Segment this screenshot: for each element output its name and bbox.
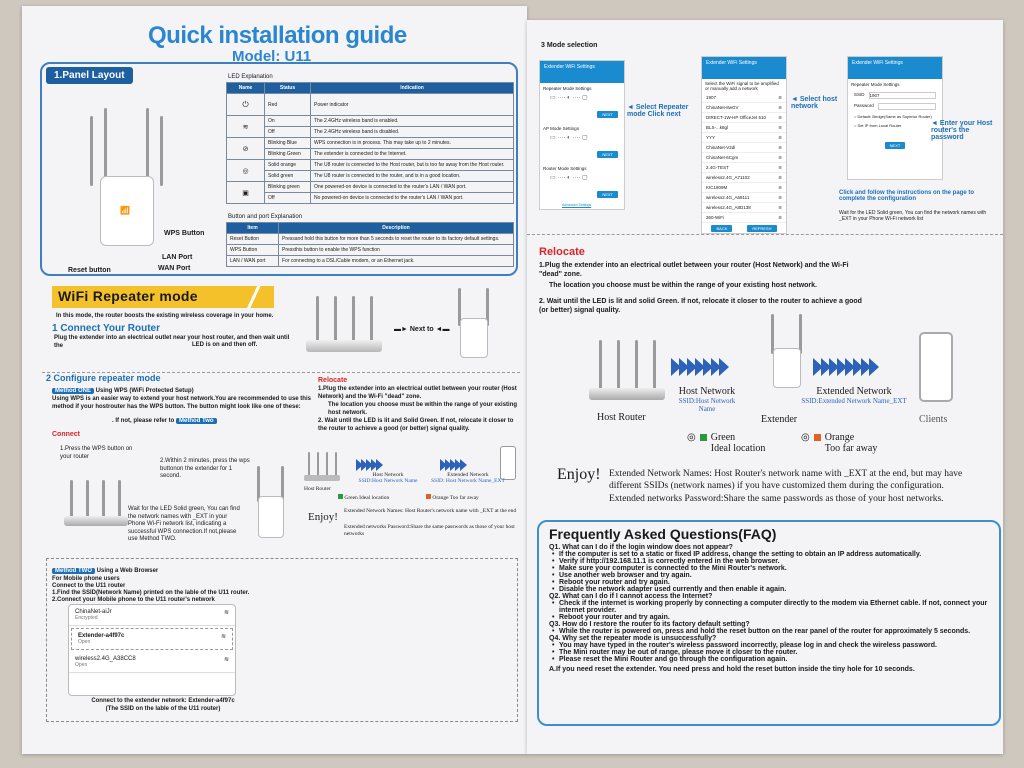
faq-answer-item: • Use another web browser and try again. [549,572,989,579]
network-name: 360-WiFi [706,215,725,220]
configure-heading: 2 Configure repeater mode [46,373,161,383]
method-two-footer [78,698,248,713]
wifi-icon: ≋ [778,114,782,120]
wan-port-label: WAN Port [158,265,191,272]
green-legend [687,432,765,454]
advanced-settings-link[interactable]: Advanced Settings [562,203,592,207]
wifi-icon: 📶 [120,206,130,215]
reset-button-label: Reset button [68,267,111,274]
signal-icon: ◎ [227,160,265,182]
relocate-step1b: The location you choose must be within the range of your existing host network. [549,282,817,289]
local-ip-option-text: Set IP from Local Router [857,123,902,128]
repeater-mode-option[interactable]: Repeater Mode Settings [543,86,592,91]
led-status: Off [265,127,311,138]
wifi-icon: ≋ [227,116,265,138]
method-two-line2: Connect to the U11 router [52,583,126,589]
click-next-instruction: Click and follow the instructions on the page to complete the configuration [839,190,975,202]
wps-icon: ⊘ [227,138,265,160]
router-illustration [64,480,128,530]
method-one-title: Using WPS (WiFi Protected Setup) [95,388,194,394]
extended-ssid-text: SSID:Extended Network Name_EXT [801,397,907,405]
network-name: wireless2.4G_A8D138 [706,205,751,210]
orange-text2: Too far away [824,443,878,454]
button-item: LAN / WAN port [227,256,279,267]
faq-answer-item: • Please reset the Mini Router and go through the configuration again. [549,656,989,663]
faq-answer-item: • Verify if http://192.168.11.1 is correctly entered in the web browser. [549,558,989,565]
step1-text: 1.Press the WPS button on your router [60,446,133,460]
faq-answer-item: • Make sure your computer is connected to the Mini Router's network. [549,565,989,572]
method-one-text: Using WPS is an easier way to extend your host network.You are recommended to use this method if your hostrouter has the WPS button. The button might look like one of these: [52,396,311,410]
next-to-label: ▬► Next to ◄▬ [394,326,450,333]
orange-swatch [814,434,821,441]
led-indication: The U8 router is connected to the router, and is in a good location. [311,171,514,182]
ssid-field[interactable]: 1907 [869,92,936,99]
wifi-network-name: ChinaNet-aiJr [75,609,112,615]
host-ssid-text: SSID:Host Network Name [678,397,736,413]
button-desc: Pressand hold this button for more than 5 seconds to reset the router to its factory default settings. [279,234,514,245]
mode-diagram-icon: ▭ ···· ◐ ···· ▢ [550,135,588,141]
next-button[interactable]: NEXT [885,142,906,149]
method-two-line4: 2.Connect your Mobile phone to the U11 router's network [52,597,215,603]
led-status: Blinking green [265,182,311,193]
faq-answer-item: • Reboot your router and try again. [549,579,989,586]
left-page [22,6,527,754]
green-text: Green [710,432,736,443]
led-status: Off [265,193,311,204]
network-prompt: Select the WiFi signal to be amplified or manually add a network [705,81,779,91]
connect-router-heading: 1 Connect Your Router [52,323,160,334]
led-indication: The 2.4GHz wireless band is disabled. [311,127,514,138]
button-col-description: Description [279,223,514,234]
method-two-badge: Method TWO [52,568,95,574]
network-list-item[interactable] [702,113,786,123]
wifi-icon: ≋ [778,134,782,140]
signal-icon: ◎ [801,432,810,443]
network-name: ChinaNet-8wGV [706,105,739,110]
select-host-callout-text: Select host network [791,96,838,110]
ap-mode-option[interactable]: AP Mode Settings [543,126,579,131]
network-list-panel [701,56,787,234]
orange-text: Orange [824,432,855,443]
repeater-intro: In this mode, the router boosts the existing wireless coverage in your home. [56,313,274,319]
faq-answer-item: • Check if the internet is working properly by connecting a computer directly to the modem via Ethernet cable. If not, connect your internet provider. [549,600,989,614]
led-status: Red [265,94,311,116]
method-two-footer-text2: (The SSID on the lable of the U11 router) [105,705,221,712]
button-item: WPS Button [227,245,279,256]
ext-network-label [428,472,508,484]
panel-header-text: Extender WiFi Settings [544,64,595,70]
network-list-item[interactable] [702,183,786,193]
right-page [527,20,1003,754]
led-indication: The extender is connected to the Internet. [311,149,514,160]
relocate-text-1b: The location you choose must be within the range of your existing host network. [328,402,518,416]
method-one-line [52,388,194,396]
network-list-item[interactable] [702,173,786,183]
led-col-status: Status [265,83,311,94]
extended-network-label [799,386,909,405]
host-ssid-text: SSID:Host Network Name [358,478,418,484]
faq-reset: A.If you need reset the extender. You need press and hold the reset button inside the tiny hole for 10 seconds. [549,666,915,673]
network-list-item[interactable] [702,213,786,223]
password-field[interactable] [878,103,936,110]
ext-network-text: Extended Network [447,472,489,478]
faq-answer-item: • Disable the network adapter used currently and then enable it again. [549,586,989,593]
network-list-item[interactable] [702,153,786,163]
led-indication: WPS connection is in process. This may take up to 2 minutes. [311,138,514,149]
wifi-network-state: Open [78,639,91,645]
orange-legend-text: Orange Too far away [432,495,479,501]
wait-led-instruction: Wait for the LED Solid green, You can find the network names with _EXT in your Phone Wi-Fi network list [839,210,987,222]
signal-icon: ◎ [687,432,696,443]
router-mode-option[interactable]: Router Mode Settings [543,166,587,171]
connect-label: Connect [52,431,80,438]
network-name: ChinaNet-V2di [706,145,736,150]
network-name: ChinaNet-6Cgm [706,155,739,160]
network-name: 2.4G-TEST [706,165,729,170]
network-list-item[interactable] [702,163,786,173]
panel-header [848,57,942,79]
network-list-item[interactable] [702,123,786,133]
bridge-option-text: Default: Bridge(Same as Superior Router) [857,114,932,119]
enter-password-callout: ◄ Enter your Host router's the password [931,120,993,141]
ethernet-icon: ▣ [227,182,265,204]
password-label: Password [854,103,874,108]
clients-label: Clients [919,414,948,425]
guide-title: Quick installation guide [148,22,407,49]
led-col-indication: Indication [311,83,514,94]
chevron-arrows [671,358,727,381]
wifi-icon: ≋ [778,104,782,110]
host-network-label [356,472,420,484]
host-network-label [671,386,743,413]
next-to-text: Next to [409,326,434,333]
wps-button-label: WPS Button [164,230,205,237]
network-name: 1907 [706,95,717,100]
method-one-tail [112,418,217,426]
faq-q2: Q2. What can I do if I cannot access the Internet? [549,593,713,600]
bridge-option[interactable]: ○ Default: Bridge(Same as Superior Router) [854,114,932,119]
wifi-network-item[interactable] [69,652,235,673]
led-indication: One powered-on device is connected to the router's LAN / WAN port. [311,182,514,193]
ext-ssid-text: SSID: Host Network Name_EXT [431,478,505,484]
green-swatch [700,434,707,441]
wifi-icon: ≋ [223,657,229,663]
network-name: wireless2.4G_A68111 [706,195,750,200]
wifi-icon: ≋ [778,164,782,170]
network-list-item[interactable] [702,93,786,103]
relocate-step2: 2. Wait until the LED is lit and solid Green. If not, relocate it closer to the router to achieve a good (or better) signal quality. [539,298,862,314]
model-label: Model: U11 [232,48,312,65]
relocate-title: Relocate [539,246,585,258]
repeater-settings-panel [847,56,943,180]
panel-header-text: Extender WiFi Settings [852,60,903,66]
green-legend [338,494,389,501]
relocate-text-1: 1.Plug the extender into an electrical outlet between your router (Host Network) and the Wi-Fi "dead" zone. [318,386,517,400]
faq-q1-answers [549,551,989,593]
power-icon: ⏻ [227,94,265,116]
phone-wifi-list [68,604,236,696]
connect-router-text2: LED is on and then off. [192,342,258,348]
panel-layout-heading: 1.Panel Layout [46,67,133,84]
led-status: On [265,116,311,127]
method-two-line1: For Mobile phone users [52,576,120,582]
repeater-settings-title: Repeater Mode Settings [851,82,900,87]
wifi-icon: ≋ [778,204,782,210]
next-button[interactable]: NEXT [597,191,618,198]
mode-selection-heading: 3 Mode selection [541,42,598,49]
wait-wps-text: Wait for the LED Solid green, You can find the network names with _EXT in your Phone Wi-Fi network list, indicating a successful WPS connection.If not,please use Method TWO. [128,506,240,542]
enjoy-names: Extended Network Names: Host Router's network name with _EXT at the end, but may have different SSIDs (network names) if you have customized them during the configuration. [609,469,963,492]
host-router-illustration [589,340,665,404]
led-status: Blinking Green [265,149,311,160]
button-table [226,222,514,267]
faq-q4-answers [549,642,989,663]
mode-diagram-icon: ▭ ···· ◐ ···· ▢ [550,175,588,181]
extended-network-text: Extended Network [816,386,892,397]
network-list-item[interactable] [702,103,786,113]
host-router-label: Host Router [597,412,646,423]
wifi-icon: ≋ [778,124,782,130]
wifi-icon: ≋ [778,194,782,200]
next-button[interactable]: NEXT [597,151,618,158]
faq-answer-item: • The Mini router may be out of range, please move it closer to the router. [549,649,989,656]
method-two-ref[interactable]: Method Two [176,418,217,424]
faq-title: Frequently Asked Questions(FAQ) [549,526,777,542]
refresh-button[interactable]: REFRESH [747,225,776,232]
panel-header-text: Extender WiFi Settings [706,60,757,66]
wifi-icon: ≋ [778,144,782,150]
select-repeater-callout: ◄ Select Repeater mode Click next [627,104,689,118]
step2-text: 2.Within 2 minutes, press the wps buttonon the extender for 1 second. [160,458,250,479]
led-col-name: Name [227,83,265,94]
host-router-label: Host Router [304,486,331,492]
lan-port-label: LAN Port [162,254,193,261]
orange-legend [801,432,877,454]
client-phone-illustration [919,332,953,402]
network-name: BLS-...k8gl [706,125,729,130]
relocate-text-2: 2. Wait until the LED is lit and Solid Green. If not, relocate it closer to the router to achieve a good (or better) signal quality. [318,418,514,432]
network-name: YYY [706,135,716,140]
network-name: DIRECT-1W-HP OfficeJet 510 [706,115,767,120]
extender-label: Extender [761,414,798,425]
orange-legend [426,494,479,501]
back-button[interactable]: BACK [711,225,732,232]
led-status: Blinking Blue [265,138,311,149]
faq-answer-item: • If the computer is set to a static or fixed IP address, change the setting to obtain an IP address automatically. [549,551,989,558]
led-table [226,82,514,204]
select-host-callout: ◄ Select host network [791,96,838,110]
extender-small-illustration [254,466,288,546]
panel-header [702,57,786,79]
mode-diagram-icon: ▭ ···· ◐ ···· ▢ [550,95,588,101]
divider [527,234,1003,235]
connect-router-text: Plug the extender into an electrical outlet near your host router, and then wait until the [54,335,290,349]
wifi-network-state: Encrypted [75,615,98,621]
method-one-tail-text: . If not, please refer to [112,418,175,424]
local-ip-option[interactable]: ○ Set IP from Local Router [854,123,902,128]
green-legend-text: Green Ideal location [344,495,390,501]
enter-password-callout-text: Enter your Host router's the password [931,120,993,141]
extender-illustration [767,314,807,390]
network-list-item[interactable] [702,133,786,143]
faq-q3-answers [549,628,989,635]
wifi-lock-icon: ≋ [223,610,229,616]
router-illustration [304,452,340,484]
wifi-icon: ≋ [778,214,782,220]
method-two-line3: 1.Find the SSID(Network Name) printed on the lable of the U11 router. [52,590,250,596]
method-two-title: Using a Web Browser [96,568,159,574]
button-desc: Pressthis button to enable the WPS function [279,245,514,256]
wifi-icon: ≋ [778,94,782,100]
network-list-item[interactable] [702,193,786,203]
network-name: KIC1809M [706,185,728,190]
select-repeater-callout-text: Select Repeater mode Click next [627,104,689,118]
led-status: Solid orange [265,160,311,171]
wifi-icon: ≋ [778,154,782,160]
enjoy-password-left: Extended networks Password:Share the same passwords as those of your host networks [344,524,515,537]
faq-q3: Q3. How do I restore the router to its factory default setting? [549,621,750,628]
method-two-line [52,568,158,576]
enjoy-left: Enjoy! [308,511,338,523]
router-illustration [306,296,382,358]
extender-illustration [84,106,174,266]
button-desc: For connecting to a DSL/Cable modem, or an Ethernet jack. [279,256,514,267]
green-text2: Ideal location [710,443,766,454]
mode-settings-panel [539,60,625,210]
button-col-item: Item [227,223,279,234]
faq-q4: Q4. Why set the repeater mode is unsuccessfully? [549,635,717,642]
faq-answer-item: • You may have typed in the router's wireless password incorrectly, please log in and check the wireless password. [549,642,989,649]
wifi-icon: ≋ [778,174,782,180]
wifi-network-item[interactable] [69,605,235,626]
enjoy-password: Extended networks Password:Share the same passwords as those of your host networks. [609,494,944,504]
enjoy-names-left: Extended Network Names: Host Router's network name with _EXT at the end [344,508,517,514]
faq-answer-item: • While the router is powered on, press and hold the reset button on the rear panel of the router for approximately 5 seconds. [549,628,989,635]
wifi-network-state: Open [75,662,88,668]
next-button[interactable]: NEXT [597,111,618,118]
network-name: wireless2.4G_A71102 [706,175,750,180]
wifi-network-item[interactable] [71,628,233,650]
relocate-step1: 1.Plug the extender into an electrical outlet between your router (Host Network) and the Wi-Fi "dead" zone. [539,262,849,278]
led-indication: The 2.4GHz wireless band is enabled. [311,116,514,127]
led-table-title: LED Explanation [228,74,273,80]
network-list-item[interactable] [702,143,786,153]
faq-q1: Q1. What can I do if the login window does not appear? [549,544,733,551]
wifi-network-name: wireless2.4G_A38CC8 [75,656,136,662]
faq-answer-item: • Reboot your router and try again. [549,614,989,621]
button-item: Reset Button [227,234,279,245]
method-two-footer-text: Connect to the extender network: Extender-a4f97c [91,698,235,704]
led-indication: The U8 router is connected to the Host router, but is too far away from the Host router. [311,160,514,171]
faq-box [537,520,1001,726]
faq-q2-answers [549,600,989,621]
panel-header [540,61,624,83]
method-one-badge: Method ONE [52,388,94,394]
led-status: Solid green [265,171,311,182]
enjoy-label: Enjoy! [557,466,601,483]
repeater-mode-heading: WiFi Repeater mode [52,286,274,308]
host-network-text: Host Network [372,472,404,478]
button-table-title: Button and port Explanation [228,214,303,220]
host-network-text: Host Network [678,386,736,397]
relocate-title-left: Relocate [318,377,348,384]
network-list [702,93,786,223]
network-list-item[interactable] [702,203,786,213]
wifi-network-name: Extender-a4f97c [78,633,125,639]
led-indication: No powered-on device is connected to the router's LAN / WAN port. [311,193,514,204]
chevron-arrows [813,358,877,381]
wifi-icon: ≋ [778,184,782,190]
wifi-icon: ≋ [220,634,226,640]
led-indication: Power indicator [311,94,514,116]
ssid-label: SSID [854,92,865,97]
extender-small-illustration [454,288,494,358]
